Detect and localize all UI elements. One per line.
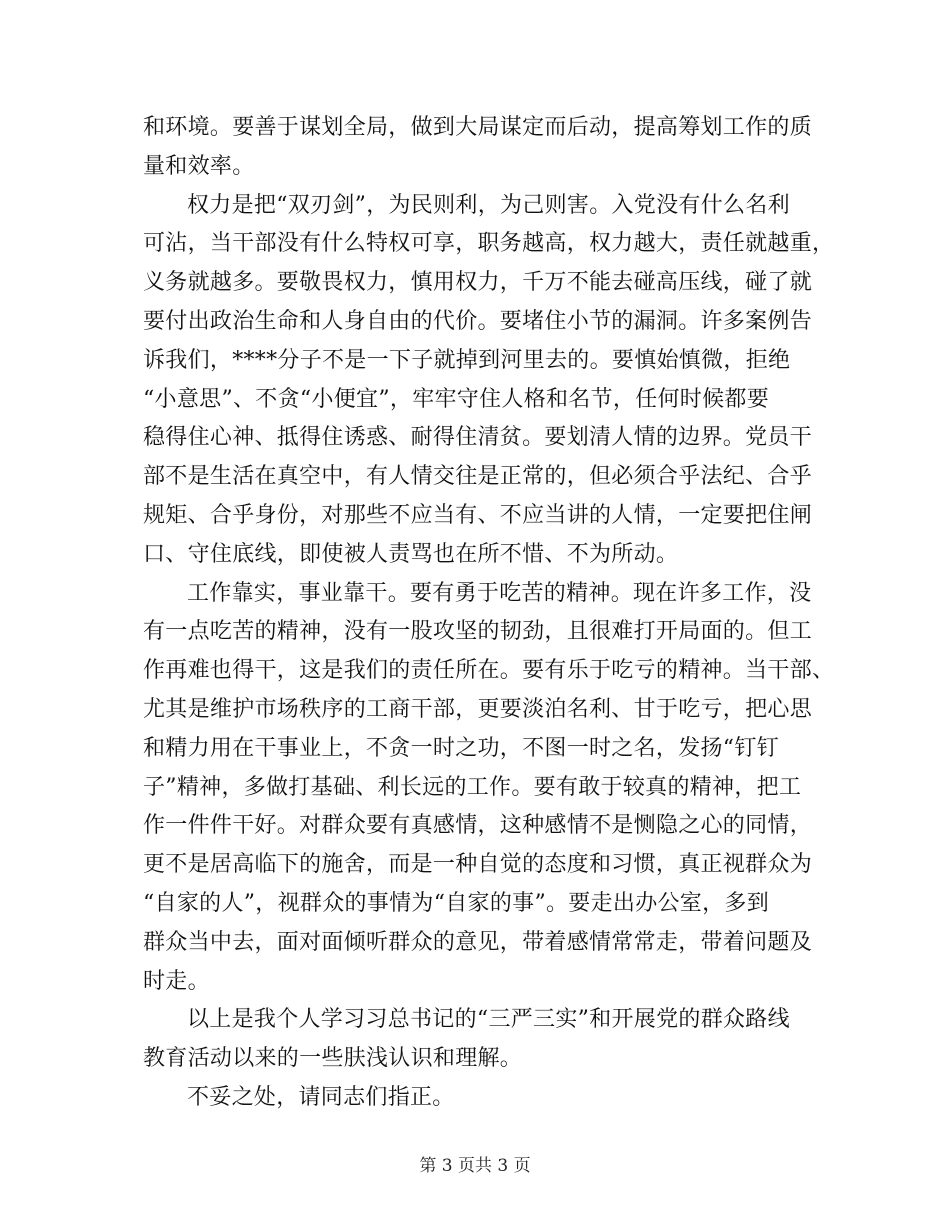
- document-body: [143, 109, 835, 1118]
- text-line: 部不是生活在真空中，有人情交往是正常的，但必须合乎法纪、合乎: [143, 464, 813, 490]
- text-line: 作一件件干好。对群众要有真感情，这种感情不是恻隐之心的同情，: [143, 813, 813, 839]
- text-line: 可沾，当干部没有什么特权可享，职务越高，权力越大，责任就越重，: [143, 231, 835, 257]
- text-line: 时走。: [143, 968, 210, 994]
- text-line: 要付出政治生命和人身自由的代价。要堵住小节的漏洞。许多案例告: [143, 308, 813, 334]
- text-line: “自家的人”，视群众的事情为“自家的事”。要走出办公室，多到: [143, 890, 769, 916]
- text-line: 作再难也得干，这是我们的责任所在。要有乐于吃亏的精神。当干部、: [143, 658, 835, 684]
- page-number-footer: 第 3 页共 3 页: [419, 1156, 531, 1176]
- text-line: 诉我们，****分子不是一下子就掉到河里去的。要慎始慎微，拒绝: [143, 347, 791, 373]
- text-line: 和环境。要善于谋划全局，做到大局谋定而后动，提高筹划工作的质: [143, 115, 813, 140]
- text-line: 群众当中去，面对面倾听群众的意见，带着感情常常走，带着问题及: [143, 929, 813, 955]
- paragraph-start-line: 工作靠实，事业靠干。要有勇于吃苦的精神。现在许多工作，没: [187, 580, 812, 606]
- text-line: 和精力用在干事业上，不贪一时之功，不图一时之名，发扬“钉钉: [143, 735, 779, 761]
- text-line: 教育活动以来的一些肤浅认识和理解。: [143, 1046, 523, 1072]
- text-line: 有一点吃苦的精神，没有一股攻坚的韧劲，且很难打开局面的。但工: [143, 619, 813, 645]
- text-line: 子”精神，多做打基础、利长远的工作。要有敢于较真的精神，把工: [143, 774, 802, 800]
- paragraph-start-line: 权力是把“双刃剑”，为民则利，为己则害。入党没有什么名利: [187, 192, 790, 218]
- paragraph-start-line: 以上是我个人学习习总书记的“三严三实”和开展党的群众路线: [187, 1007, 790, 1033]
- text-line: 量和效率。: [143, 153, 255, 179]
- paragraph-start-line: 不妥之处，请同志们指正。: [187, 1084, 455, 1110]
- text-line: 口、守住底线，即使被人责骂也在所不惜、不为所动。: [143, 541, 679, 567]
- text-line: 义务就越多。要敬畏权力，慎用权力，千万不能去碰高压线，碰了就: [143, 270, 813, 296]
- text-line: “小意思”、不贪“小便宜”，牢牢守住人格和名节，任何时候都要: [143, 386, 769, 412]
- text-line: 规矩、合乎身份，对那些不应当有、不应当讲的人情，一定要把住闸: [143, 502, 813, 528]
- text-line: 尤其是维护市场秩序的工商干部，更要淡泊名利、甘于吃亏，把心思: [143, 696, 813, 722]
- text-line: 稳得住心神、抵得住诱惑、耐得住清贫。要划清人情的边界。党员干: [143, 425, 813, 451]
- text-line: 更不是居高临下的施舍，而是一种自觉的态度和习惯，真正视群众为: [143, 852, 813, 878]
